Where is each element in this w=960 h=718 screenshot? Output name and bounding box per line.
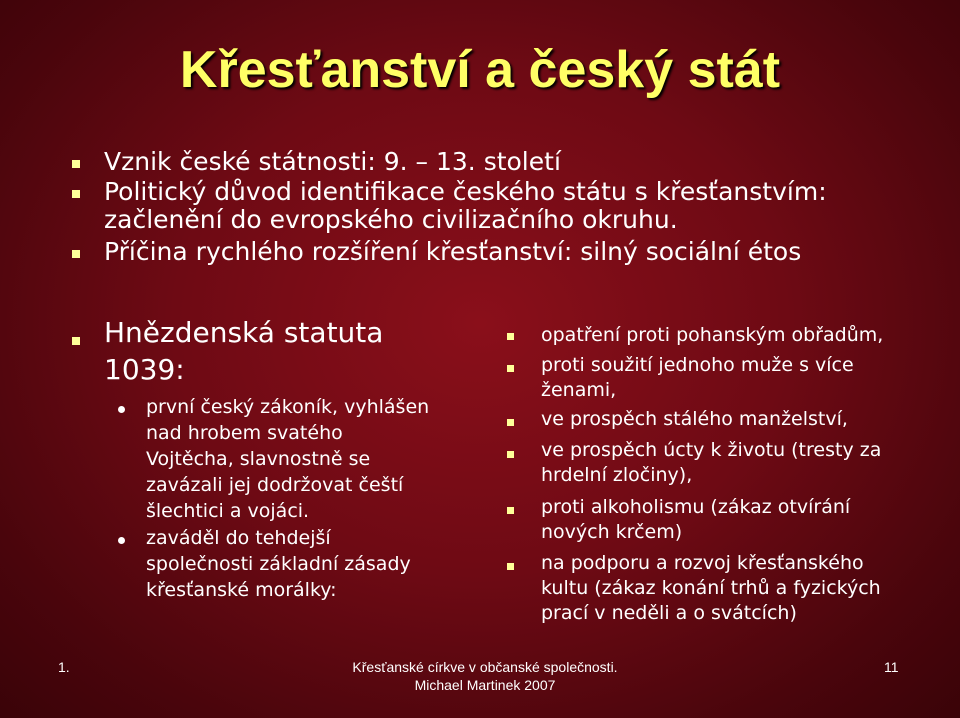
right-item-5-cont: nových krčem) (541, 521, 683, 543)
right-item-6: na podporu a rozvoj křesťanského (541, 552, 864, 574)
right-item-6-cont1: kultu (zákaz konání trhů a fyzických (541, 577, 881, 599)
top-bullet-2-cont: začlenění do evropského civilizačního okruhu. (104, 205, 678, 234)
left-sub1-line4: zavázali jej dodržovat čeští (146, 474, 404, 496)
footer-page-number: 11 (884, 659, 899, 675)
bullet-square-icon (507, 451, 514, 458)
bullet-square-icon (72, 190, 80, 198)
right-item-2: proti soužití jednoho muže s více (541, 354, 854, 376)
footer-course-title: Křesťanské církve v občanské společnosti. (352, 659, 618, 675)
bullet-dot-icon (118, 406, 125, 413)
bullet-square-icon (507, 563, 514, 570)
right-item-5: proti alkoholismu (zákaz otvírání (541, 496, 851, 518)
slide-title: Křesťanství a český stát (179, 41, 781, 99)
left-sub1-line3: Vojtěcha, slavnostně se (146, 448, 371, 470)
left-heading-year: 1039: (104, 353, 185, 386)
right-item-4: ve prospěch úcty k životu (tresty za (541, 439, 882, 461)
bullet-square-icon (72, 250, 80, 258)
bullet-square-icon (507, 419, 514, 426)
right-item-4-cont: hrdelní zločiny), (541, 464, 693, 486)
bullet-square-icon (72, 337, 80, 345)
bullet-square-icon (507, 365, 514, 372)
right-item-2-cont: ženami, (541, 379, 617, 401)
right-item-6-cont2: prací v neděli a o svátcích) (541, 602, 797, 624)
left-sub2-line1: zaváděl do tehdejší (146, 527, 331, 549)
bullet-square-icon (72, 160, 80, 168)
top-bullet-1: Vznik české státnosti: 9. – 13. století (104, 147, 561, 176)
left-sub1-line5: šlechtici a vojáci. (146, 500, 310, 522)
bullet-square-icon (507, 333, 514, 340)
left-sub2-line2: společnosti základní zásady (146, 553, 411, 575)
left-sub1-line1: první český zákoník, vyhlášen (146, 396, 430, 418)
left-heading: Hnězdenská statuta (104, 316, 384, 349)
footer-author: Michael Martinek 2007 (414, 677, 556, 693)
bullet-dot-icon (118, 537, 125, 544)
right-item-3: ve prospěch stálého manželství, (541, 408, 848, 430)
bullet-square-icon (507, 507, 514, 514)
left-sub2-line3: křesťanské morálky: (146, 579, 337, 601)
footer-slide-index: 1. (58, 659, 70, 675)
top-bullet-2: Politický důvod identifikace českého státu s křesťanstvím: (104, 177, 827, 206)
top-bullet-3: Příčina rychlého rozšíření křesťanství: silný sociální étos (104, 237, 802, 266)
left-sub1-line2: nad hrobem svatého (146, 422, 343, 444)
right-item-1: opatření proti pohanským obřadům, (541, 324, 884, 346)
